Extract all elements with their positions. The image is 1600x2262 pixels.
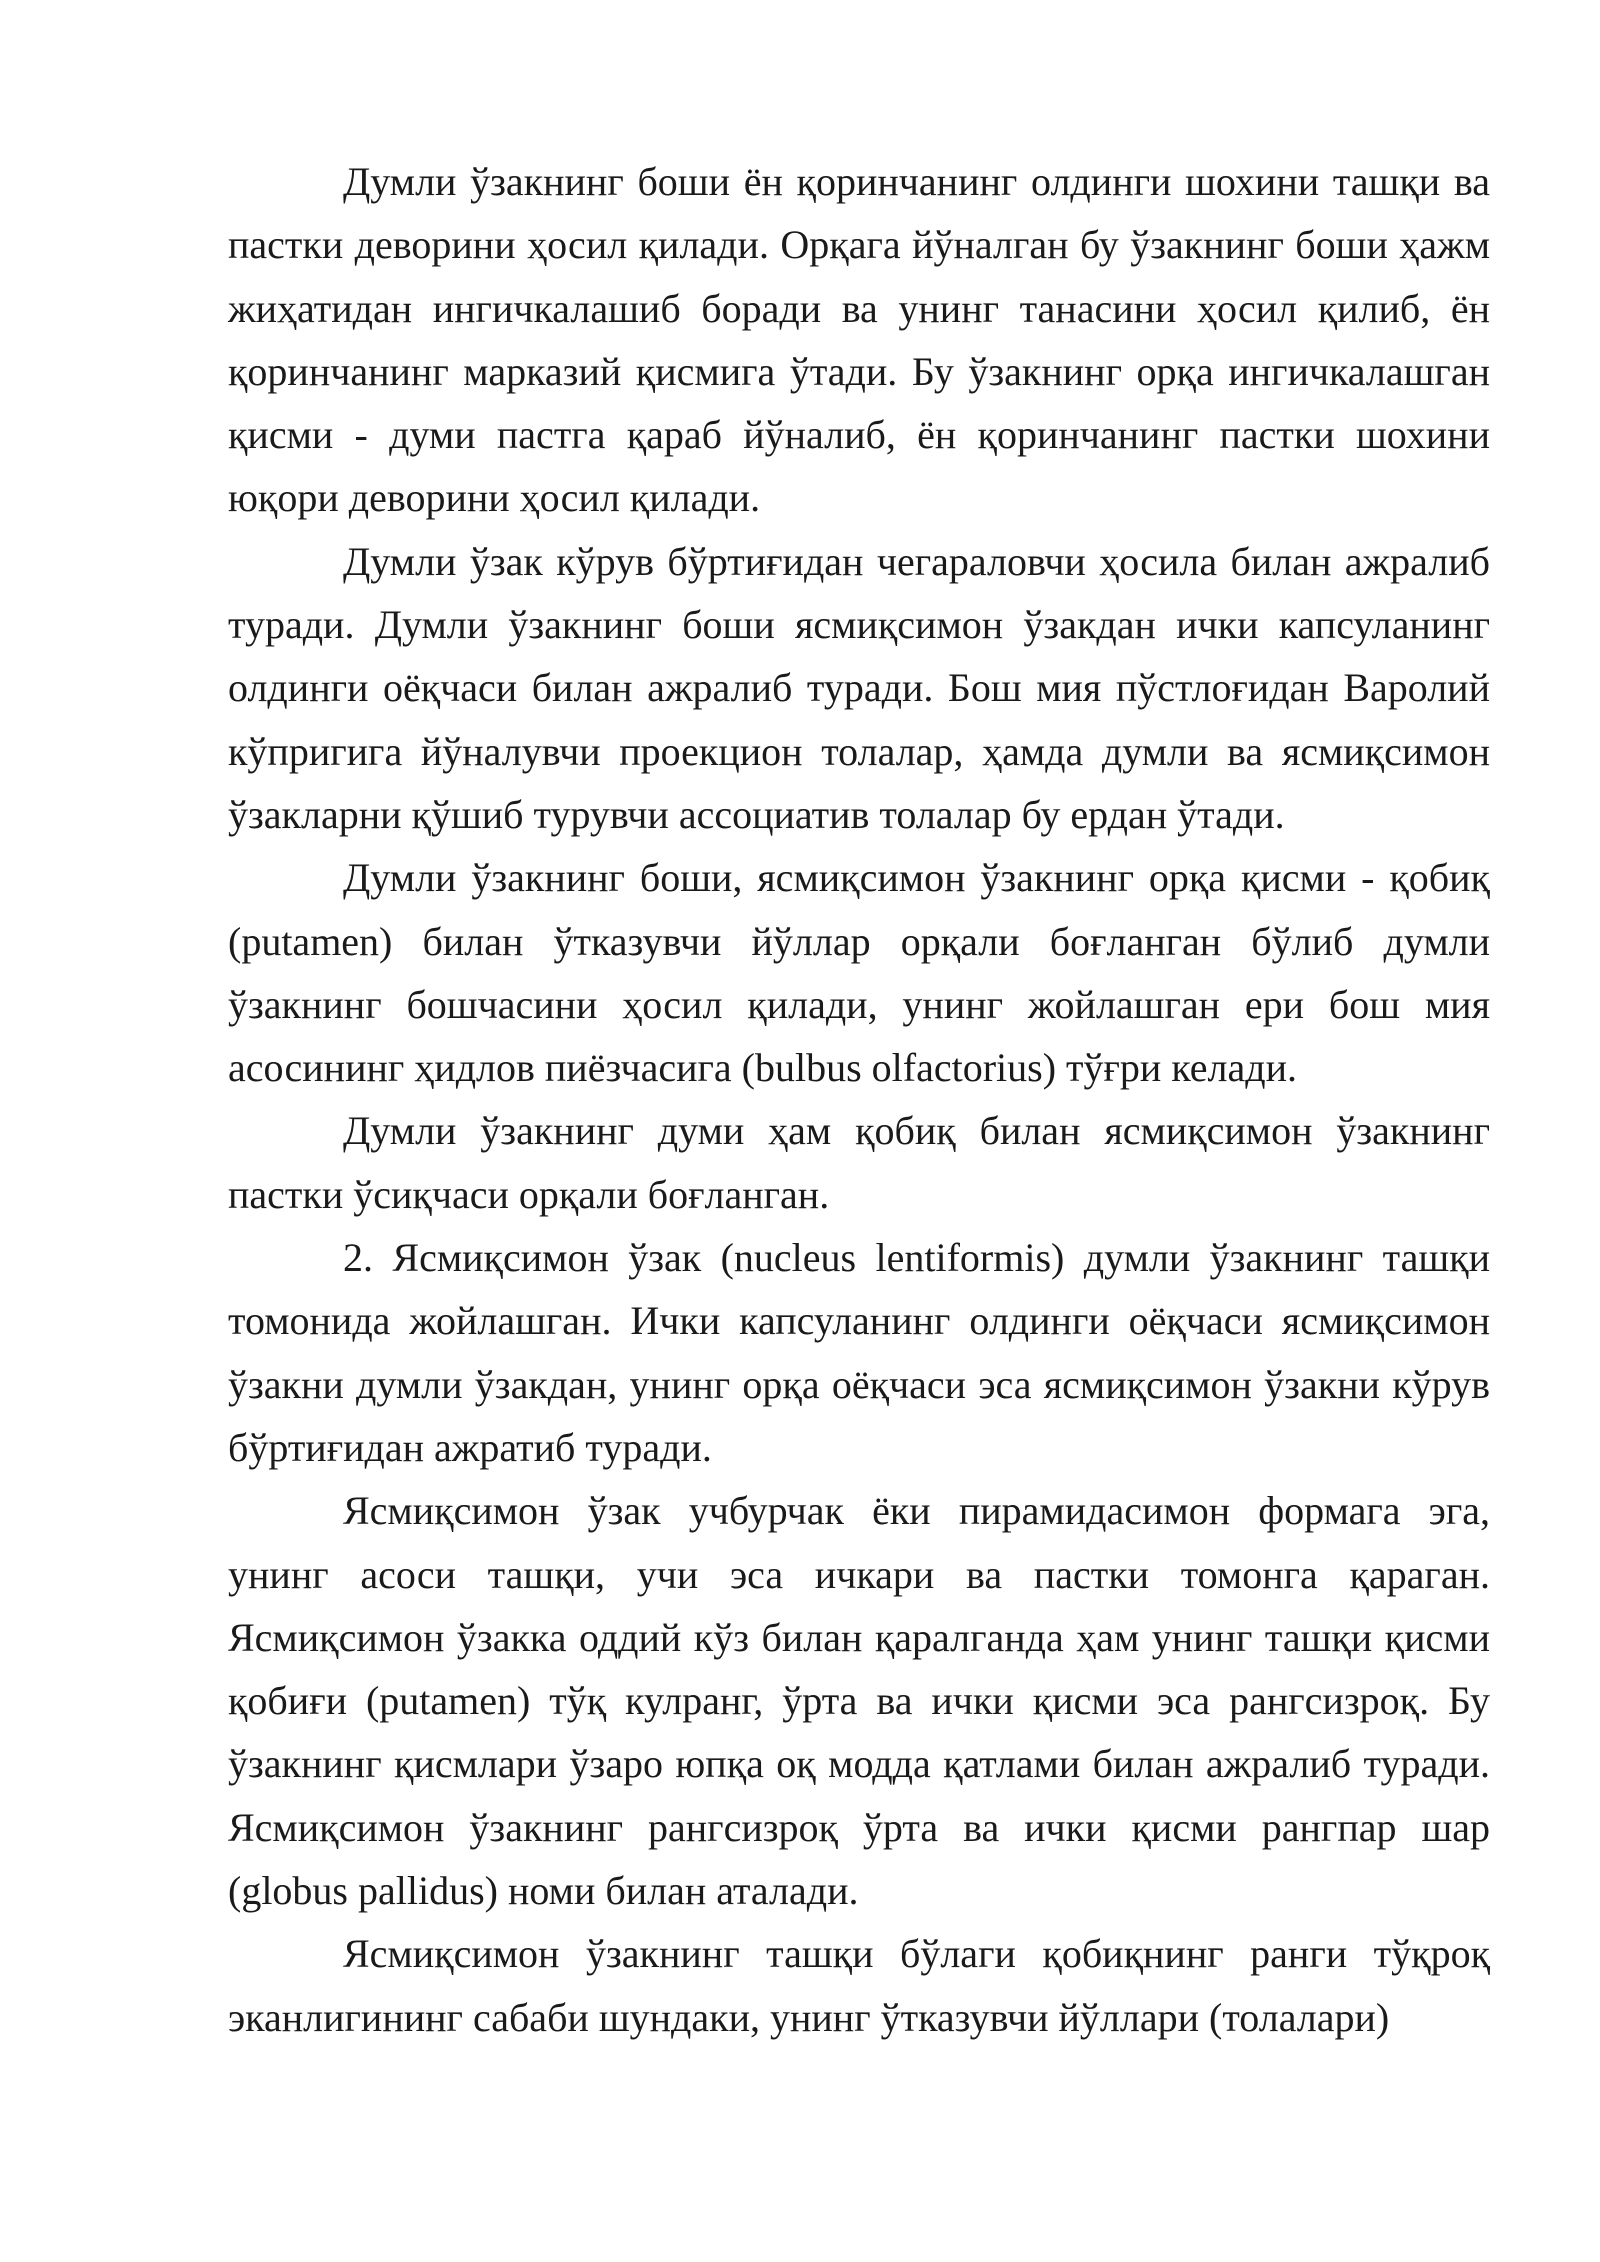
paragraph-caudate-head: Думли ўзакнинг боши ён қоринчанинг олдинги шохини ташқи ва пастки деворини ҳосил қилади. Орқага йўналган бу ўзакнинг боши ҳажм жиҳатидан ингичкалашиб боради ва унинг танасини ҳосил қилиб, ён қоринчанинг марказий қисмига ўтади. Бу ўзакнинг орқа ингичкалашган қисми - думи пастга қараб йўналиб, ён қоринчанинг пастки шохини юқори деворини ҳосил қилади. <box>228 159 1490 521</box>
paragraph-caudate-tail: Думли ўзакнинг думи ҳам қобиқ билан ясмиқсимон ўзакнинг пастки ўсиқчаси орқали боғланган. <box>228 1108 1490 1217</box>
paragraph-caudate-putamen-link: Думли ўзакнинг боши, ясмиқсимон ўзакнинг орқа қисми - қобиқ (putamen) билан ўтказувчи йўллар орқали боғланган бўлиб думли ўзакнинг бошчасини ҳосил қилади, унинг жойлашган ери бош мия асосининг ҳидлов пиёзчасига (bulbus olfactorius) тўғри келади. <box>228 855 1490 1091</box>
document-page <box>228 150 1490 2049</box>
paragraph-lentiform-nucleus: 2. Ясмиқсимон ўзак (nucleus lentiformis) думли ўзакнинг ташқи томонида жойлашган. Ички капсуланинг олдинги оёқчаси ясмиқсимон ўзакни думли ўзакдан, унинг орқа оёқчаси эса ясмиқсимон ўзакни кўрув бўртиғидан ажратиб туради. <box>228 1235 1490 1470</box>
paragraph-caudate-separation: Думли ўзак кўрув бўртиғидан чегараловчи ҳосила билан ажралиб туради. Думли ўзакнинг боши ясмиқсимон ўзакдан ички капсуланинг олдинги оёқчаси билан ажралиб туради. Бош мия пўстлоғидан Варолий кўпригига йўналувчи проекцион толалар, ҳамда думли ва ясмиқсимон ўзакларни қўшиб турувчи ассоциатив толалар бу ердан ўтади. <box>228 538 1490 837</box>
paragraph-lentiform-outer-part: Ясмиқсимон ўзакнинг ташқи бўлаги қобиқнинг ранги тўқроқ эканлигининг сабаби шундаки, унинг ўтказувчи йўллари (толалари) <box>228 1931 1490 2040</box>
paragraph-lentiform-shape: Ясмиқсимон ўзак учбурчак ёки пирамидасимон формага эга, унинг асоси ташқи, учи эса ичкари ва пастки томонга қараган. Ясмиқсимон ўзакка оддий кўз билан қаралганда ҳам унинг ташқи қисми қобиғи (putamen) тўқ кулранг, ўрта ва ички қисми эса рангсизроқ. Бу ўзакнинг қисмлари ўзаро юпқа оқ модда қатлами билан ажралиб туради. Ясмиқсимон ўзакнинг рангсизроқ ўрта ва ички қисми рангпар шар (globus pallidus) номи билан аталади. <box>228 1488 1490 1914</box>
